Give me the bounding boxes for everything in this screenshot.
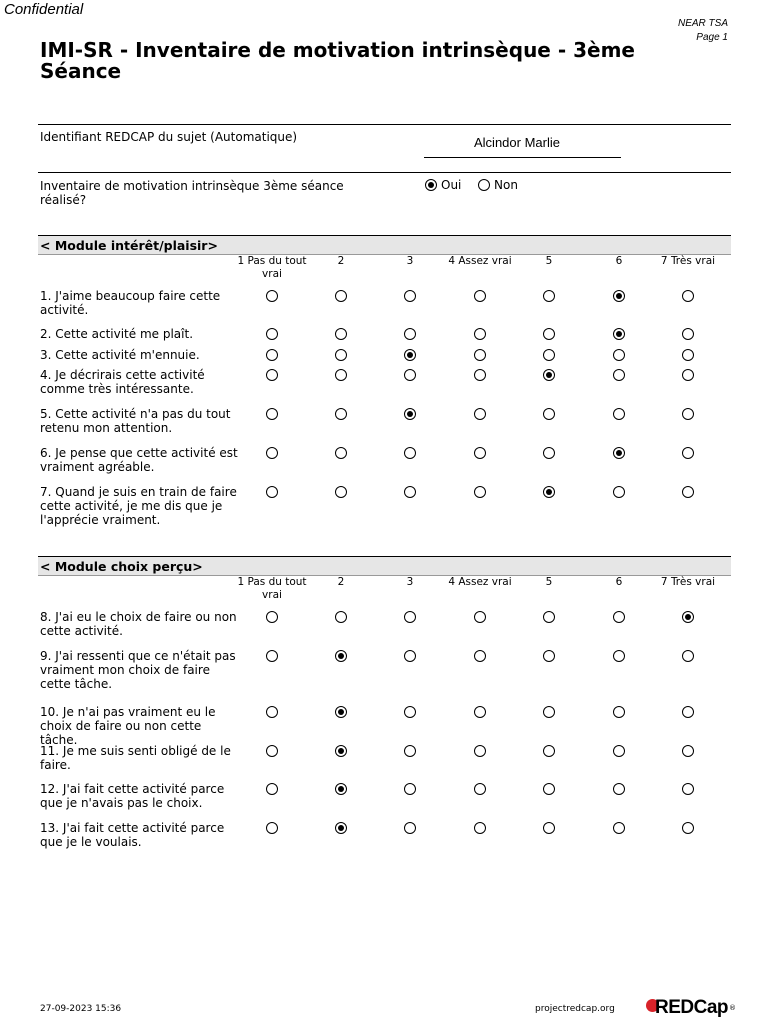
likert-radio-7[interactable] (682, 745, 694, 757)
likert-radio-7[interactable] (682, 369, 694, 381)
likert-radio-6[interactable] (613, 745, 625, 757)
section-header (38, 235, 731, 255)
likert-radio-1[interactable] (266, 650, 278, 662)
likert-radio-2[interactable] (335, 408, 347, 420)
likert-radio-6[interactable] (613, 486, 625, 498)
option-label: Oui (441, 178, 462, 192)
likert-radio-1[interactable] (266, 408, 278, 420)
likert-radio-4[interactable] (474, 290, 486, 302)
likert-radio-5[interactable] (543, 822, 555, 834)
likert-radio-2[interactable] (335, 447, 347, 459)
likert-radio-2[interactable] (335, 328, 347, 340)
likert-radio-1[interactable] (266, 706, 278, 718)
likert-radio-5[interactable] (543, 650, 555, 662)
likert-radio-6[interactable] (613, 328, 625, 340)
likert-radio-1[interactable] (266, 822, 278, 834)
scale-label: 6 (615, 576, 623, 588)
likert-radio-4[interactable] (474, 369, 486, 381)
likert-radio-2[interactable] (335, 349, 347, 361)
likert-radio-3[interactable] (404, 369, 416, 381)
divider (38, 172, 731, 173)
question-text: 11. Je me suis senti obligé de le faire. (40, 744, 231, 772)
completed-option-non[interactable] (478, 178, 518, 192)
likert-radio-2[interactable] (335, 611, 347, 623)
likert-radio-7[interactable] (682, 822, 694, 834)
question-text: 8. J'ai eu le choix de faire ou non cette activité. (40, 610, 237, 638)
likert-radio-7[interactable] (682, 328, 694, 340)
likert-radio-1[interactable] (266, 783, 278, 795)
likert-radio-3[interactable] (404, 486, 416, 498)
likert-radio-2[interactable] (335, 783, 347, 795)
page-title: IMI-SR - Inventaire de motivation intrinsèque - 3ème Séance (40, 38, 635, 83)
confidential-label: Confidential (4, 1, 84, 18)
likert-radio-3[interactable] (404, 650, 416, 662)
likert-radio-4[interactable] (474, 447, 486, 459)
page-number: Page 1 (696, 32, 728, 43)
likert-radio-7[interactable] (682, 706, 694, 718)
likert-radio-1[interactable] (266, 611, 278, 623)
likert-radio-2[interactable] (335, 290, 347, 302)
likert-radio-6[interactable] (613, 706, 625, 718)
likert-radio-1[interactable] (266, 447, 278, 459)
likert-radio-4[interactable] (474, 745, 486, 757)
scale-label: 3 (406, 255, 414, 267)
likert-radio-3[interactable] (404, 706, 416, 718)
likert-radio-1[interactable] (266, 745, 278, 757)
scale-label: 1 Pas du tout vrai (237, 576, 307, 601)
likert-radio-6[interactable] (613, 650, 625, 662)
scale-label: 4 Assez vrai (448, 255, 512, 267)
likert-radio-3[interactable] (404, 328, 416, 340)
question-text: 3. Cette activité m'ennuie. (40, 348, 200, 362)
likert-radio-7[interactable] (682, 349, 694, 361)
question-text: 13. J'ai fait cette activité parce que je le voulais. (40, 821, 225, 849)
likert-radio-2[interactable] (335, 706, 347, 718)
completed-label: Inventaire de motivation intrinsèque 3ème séance réalisé? (40, 179, 344, 207)
likert-radio-7[interactable] (682, 611, 694, 623)
likert-radio-7[interactable] (682, 486, 694, 498)
likert-radio-1[interactable] (266, 369, 278, 381)
likert-radio-6[interactable] (613, 822, 625, 834)
likert-radio-5[interactable] (543, 706, 555, 718)
likert-radio-5[interactable] (543, 328, 555, 340)
scale-label: 7 Très vrai (660, 576, 716, 588)
likert-radio-4[interactable] (474, 783, 486, 795)
question-text: 6. Je pense que cette activité est vraiment agréable. (40, 446, 238, 474)
project-name: NEAR TSA (677, 18, 728, 29)
likert-radio-6[interactable] (613, 349, 625, 361)
likert-radio-6[interactable] (613, 611, 625, 623)
likert-radio-2[interactable] (335, 822, 347, 834)
likert-radio-1[interactable] (266, 290, 278, 302)
question-text: 12. J'ai fait cette activité parce que je n'avais pas le choix. (40, 782, 225, 810)
question-text: 2. Cette activité me plaît. (40, 327, 194, 341)
divider (38, 124, 731, 125)
likert-radio-4[interactable] (474, 650, 486, 662)
footer-date: 27-09-2023 15:36 (40, 1004, 122, 1014)
likert-radio-4[interactable] (474, 408, 486, 420)
likert-radio-5[interactable] (543, 486, 555, 498)
likert-radio-2[interactable] (335, 486, 347, 498)
likert-radio-1[interactable] (266, 328, 278, 340)
scale-label: 2 (337, 255, 345, 267)
scale-label: 4 Assez vrai (448, 576, 512, 588)
likert-radio-5[interactable] (543, 447, 555, 459)
section-header (38, 556, 731, 576)
likert-radio-4[interactable] (474, 349, 486, 361)
likert-radio-3[interactable] (404, 611, 416, 623)
likert-radio-2[interactable] (335, 745, 347, 757)
likert-radio-4[interactable] (474, 611, 486, 623)
likert-radio-6[interactable] (613, 408, 625, 420)
registered-mark: ® (729, 1004, 737, 1012)
likert-radio-2[interactable] (335, 369, 347, 381)
question-text: 1. J'aime beaucoup faire cette activité. (40, 289, 221, 317)
option-label: Non (494, 178, 518, 192)
likert-radio-4[interactable] (474, 706, 486, 718)
question-text: 7. Quand je suis en train de faire cette activité, je me dis que je l'apprécie vraiment. (40, 485, 237, 527)
question-text: 10. Je n'ai pas vraiment eu le choix de faire ou non cette tâche. (40, 705, 216, 747)
likert-radio-7[interactable] (682, 290, 694, 302)
question-text: 9. J'ai ressenti que ce n'était pas vraiment mon choix de faire cette tâche. (40, 649, 236, 691)
likert-radio-7[interactable] (682, 650, 694, 662)
subject-id-value[interactable]: Alcindor Marlie (474, 135, 560, 150)
likert-radio-2[interactable] (335, 650, 347, 662)
likert-radio-5[interactable] (543, 290, 555, 302)
likert-radio-5[interactable] (543, 745, 555, 757)
scale-label: 1 Pas du tout vrai (237, 255, 307, 280)
redcap-logo (646, 997, 736, 1019)
likert-radio-1[interactable] (266, 349, 278, 361)
likert-radio-3[interactable] (404, 447, 416, 459)
likert-radio-3[interactable] (404, 822, 416, 834)
radio-button[interactable] (425, 179, 437, 191)
likert-radio-7[interactable] (682, 447, 694, 459)
radio-button[interactable] (478, 179, 490, 191)
likert-radio-3[interactable] (404, 745, 416, 757)
likert-radio-4[interactable] (474, 486, 486, 498)
likert-radio-3[interactable] (404, 408, 416, 420)
scale-label: 5 (545, 255, 553, 267)
likert-radio-5[interactable] (543, 369, 555, 381)
scale-label: 7 Très vrai (660, 255, 716, 267)
scale-label: 2 (337, 576, 345, 588)
likert-radio-5[interactable] (543, 611, 555, 623)
section-title: < Module choix perçu> (40, 559, 203, 574)
likert-radio-7[interactable] (682, 408, 694, 420)
likert-radio-5[interactable] (543, 783, 555, 795)
likert-radio-1[interactable] (266, 486, 278, 498)
completed-option-oui[interactable] (425, 178, 461, 192)
likert-radio-5[interactable] (543, 408, 555, 420)
scale-label: 6 (615, 255, 623, 267)
likert-radio-3[interactable] (404, 290, 416, 302)
question-text: 4. Je décrirais cette activité comme très intéressante. (40, 368, 205, 396)
likert-radio-7[interactable] (682, 783, 694, 795)
scale-label: 3 (406, 576, 414, 588)
likert-radio-4[interactable] (474, 328, 486, 340)
likert-radio-4[interactable] (474, 822, 486, 834)
subject-id-underline (424, 157, 621, 158)
redcap-logo-text: REDCap (655, 997, 729, 1018)
question-text: 5. Cette activité n'a pas du tout retenu mon attention. (40, 407, 231, 435)
likert-radio-6[interactable] (613, 447, 625, 459)
likert-radio-3[interactable] (404, 783, 416, 795)
section-title: < Module intérêt/plaisir> (40, 238, 218, 253)
subject-id-label: Identifiant REDCAP du sujet (Automatique) (40, 130, 298, 144)
likert-radio-6[interactable] (613, 783, 625, 795)
likert-radio-6[interactable] (613, 290, 625, 302)
likert-radio-6[interactable] (613, 369, 625, 381)
likert-radio-5[interactable] (543, 349, 555, 361)
scale-label: 5 (545, 576, 553, 588)
footer-url[interactable]: projectredcap.org (535, 1004, 615, 1014)
likert-radio-3[interactable] (404, 349, 416, 361)
